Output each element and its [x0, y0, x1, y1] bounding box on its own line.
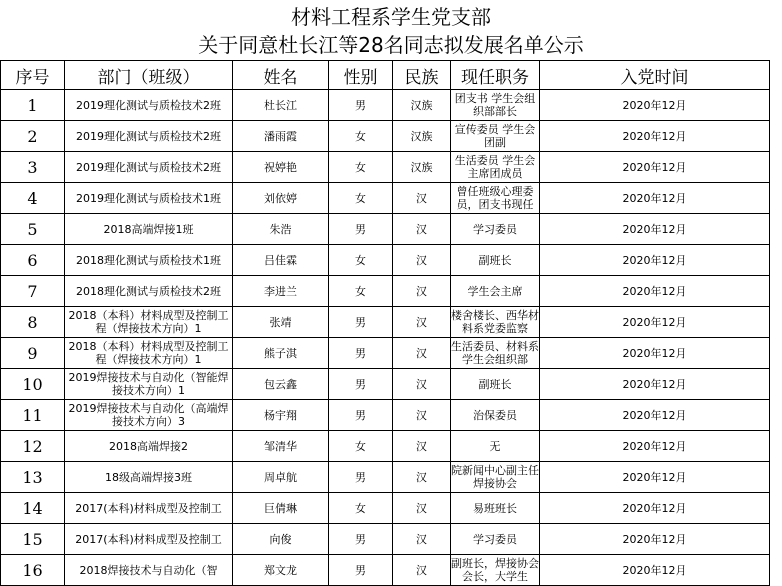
cell-sex[interactable] — [329, 493, 393, 524]
cell-dept[interactable] — [65, 183, 233, 214]
cell-position-text: 副班长 — [478, 377, 512, 391]
cell-seq-text: 12 — [22, 436, 43, 456]
cell-seq-text: 2 — [27, 126, 38, 146]
table-row — [1, 400, 770, 431]
cell-date[interactable] — [540, 121, 770, 152]
cell-position[interactable] — [451, 462, 540, 493]
cell-ethnic-text: 汉 — [416, 191, 427, 205]
cell-name[interactable] — [233, 214, 329, 245]
cell-date-text: 2020年12月 — [622, 98, 687, 112]
table-row — [1, 462, 770, 493]
table-row — [1, 276, 770, 307]
table-row — [1, 338, 770, 369]
cell-position-text: 学生会主席 — [467, 284, 523, 298]
cell-date[interactable] — [540, 214, 770, 245]
cell-name-text: 祝婷艳 — [264, 160, 297, 174]
cell-name[interactable] — [233, 431, 329, 462]
cell-ethnic-text: 汉 — [416, 532, 427, 546]
cell-ethnic[interactable] — [393, 524, 451, 555]
cell-ethnic-text: 汉族 — [410, 129, 433, 143]
cell-seq[interactable] — [1, 524, 65, 555]
cell-sex-text: 女 — [355, 501, 366, 515]
cell-sex[interactable] — [329, 183, 393, 214]
cell-seq-text: 7 — [27, 281, 38, 301]
header-dept: 部门（班级） — [65, 61, 233, 90]
cell-ethnic[interactable] — [393, 152, 451, 183]
table-row — [1, 183, 770, 214]
cell-ethnic-text: 汉 — [416, 408, 427, 422]
cell-sex[interactable] — [329, 431, 393, 462]
cell-seq[interactable] — [1, 90, 65, 121]
cell-seq[interactable] — [1, 152, 65, 183]
cell-name[interactable] — [233, 493, 329, 524]
cell-name[interactable] — [233, 400, 329, 431]
cell-position-text: 曾任班级心理委员，团支书现任 — [456, 185, 534, 211]
cell-date-text: 2020年12月 — [622, 439, 687, 453]
cell-dept[interactable] — [65, 90, 233, 121]
cell-date-text: 2020年12月 — [622, 222, 687, 236]
cell-sex[interactable] — [329, 90, 393, 121]
cell-sex[interactable] — [329, 276, 393, 307]
cell-dept-text: 2019焊接技术与自动化（智能焊接技术方向）1 — [68, 371, 229, 397]
cell-dept-text: 2018焊接技术与自动化（智 — [79, 563, 218, 577]
cell-ethnic[interactable] — [393, 369, 451, 400]
cell-date[interactable] — [540, 338, 770, 369]
sheet-title-line1: 材料工程系学生党支部 — [291, 5, 491, 29]
cell-date-text: 2020年12月 — [622, 563, 687, 577]
cell-dept-text: 2019理化测试与质检技术1班 — [76, 191, 221, 205]
cell-sex[interactable] — [329, 152, 393, 183]
cell-ethnic[interactable] — [393, 493, 451, 524]
cell-position-text: 生活委员 学生会主席团成员 — [454, 154, 536, 180]
cell-ethnic-text: 汉 — [416, 439, 427, 453]
cell-name-text: 邹清华 — [264, 439, 297, 453]
cell-name-text: 吕佳霖 — [264, 253, 297, 267]
cell-dept-text: 2018（本科）材料成型及控制工程（焊接技术方向）1 — [68, 309, 229, 335]
cell-position-text: 生活委员、材料系学生会组织部 — [451, 340, 539, 366]
cell-position[interactable] — [451, 183, 540, 214]
cell-name-text: 熊子淇 — [264, 346, 297, 360]
cell-ethnic-text: 汉 — [416, 222, 427, 236]
cell-sex[interactable] — [329, 121, 393, 152]
cell-date-text: 2020年12月 — [622, 377, 687, 391]
cell-dept[interactable] — [65, 369, 233, 400]
cell-date[interactable] — [540, 183, 770, 214]
cell-position[interactable] — [451, 152, 540, 183]
cell-date-text: 2020年12月 — [622, 284, 687, 298]
cell-date-text: 2020年12月 — [622, 191, 687, 205]
cell-dept[interactable] — [65, 338, 233, 369]
cell-dept[interactable] — [65, 431, 233, 462]
table-row — [1, 90, 770, 121]
table-row — [1, 214, 770, 245]
cell-ethnic-text: 汉 — [416, 253, 427, 267]
cell-sex-text: 女 — [355, 253, 366, 267]
cell-dept-text: 2018（本科）材料成型及控制工程（焊接技术方向）1 — [68, 340, 229, 366]
cell-date[interactable] — [540, 90, 770, 121]
cell-name-text: 向俊 — [269, 532, 292, 546]
cell-ethnic-text: 汉 — [416, 470, 427, 484]
cell-dept-text: 2018理化测试与质检技术1班 — [76, 253, 221, 267]
cell-seq-text: 8 — [27, 312, 38, 332]
cell-dept-text: 2017(本科)材料成型及控制工 — [75, 532, 222, 546]
cell-position-text: 治保委员 — [473, 408, 517, 422]
cell-date[interactable] — [540, 307, 770, 338]
cell-seq[interactable] — [1, 183, 65, 214]
cell-sex-text: 男 — [355, 222, 366, 236]
cell-name[interactable] — [233, 307, 329, 338]
cell-name-text: 潘雨霞 — [264, 129, 297, 143]
cell-date[interactable] — [540, 400, 770, 431]
table-row — [1, 121, 770, 152]
cell-seq[interactable] — [1, 245, 65, 276]
cell-sex-text: 女 — [355, 284, 366, 298]
cell-position[interactable] — [451, 276, 540, 307]
cell-name[interactable] — [233, 183, 329, 214]
cell-name[interactable] — [233, 369, 329, 400]
cell-date-text: 2020年12月 — [622, 129, 687, 143]
cell-date-text: 2020年12月 — [622, 315, 687, 329]
cell-position-text: 学习委员 — [473, 222, 517, 236]
cell-sex[interactable] — [329, 338, 393, 369]
table-row — [1, 493, 770, 524]
cell-sex-text: 女 — [355, 439, 366, 453]
cell-ethnic[interactable] — [393, 276, 451, 307]
cell-date[interactable] — [540, 431, 770, 462]
cell-sex-text: 男 — [355, 346, 366, 360]
cell-position-text: 团支书 学生会组织部部长 — [454, 92, 536, 118]
cell-position[interactable] — [451, 369, 540, 400]
table-row — [1, 431, 770, 462]
cell-seq[interactable] — [1, 400, 65, 431]
header-name: 姓名 — [233, 61, 329, 90]
table-row — [1, 152, 770, 183]
cell-date-text: 2020年12月 — [622, 160, 687, 174]
header-ethnic: 民族 — [393, 61, 451, 90]
cell-name[interactable] — [233, 245, 329, 276]
cell-date-text: 2020年12月 — [622, 532, 687, 546]
cell-seq[interactable] — [1, 493, 65, 524]
cell-dept[interactable] — [65, 555, 233, 586]
cell-date-text: 2020年12月 — [622, 346, 687, 360]
cell-ethnic[interactable] — [393, 307, 451, 338]
cell-ethnic[interactable] — [393, 183, 451, 214]
cell-dept-text: 2018理化测试与质检技术2班 — [76, 284, 221, 298]
cell-position[interactable] — [451, 214, 540, 245]
header-position: 现任职务 — [451, 61, 540, 90]
cell-sex-text: 女 — [355, 129, 366, 143]
cell-seq[interactable] — [1, 431, 65, 462]
cell-ethnic[interactable] — [393, 555, 451, 586]
cell-sex[interactable] — [329, 400, 393, 431]
cell-name-text: 周卓航 — [264, 470, 297, 484]
cell-position[interactable] — [451, 431, 540, 462]
cell-position-text: 易班班长 — [473, 501, 517, 515]
cell-seq-text: 6 — [27, 250, 38, 270]
cell-ethnic-text: 汉 — [416, 563, 427, 577]
cell-seq-text: 9 — [27, 343, 38, 363]
cell-seq[interactable] — [1, 555, 65, 586]
cell-seq-text: 13 — [22, 467, 43, 487]
cell-position[interactable] — [451, 245, 540, 276]
cell-date[interactable] — [540, 555, 770, 586]
cell-dept-text: 2019理化测试与质检技术2班 — [76, 129, 221, 143]
header-sex: 性别 — [329, 61, 393, 90]
cell-date[interactable] — [540, 245, 770, 276]
cell-ethnic-text: 汉 — [416, 315, 427, 329]
cell-name[interactable] — [233, 90, 329, 121]
cell-date-text: 2020年12月 — [622, 470, 687, 484]
cell-name-text: 杨宇翔 — [264, 408, 297, 422]
cell-ethnic-text: 汉 — [416, 377, 427, 391]
cell-name[interactable] — [233, 462, 329, 493]
cell-dept[interactable] — [65, 462, 233, 493]
cell-date-text: 2020年12月 — [622, 501, 687, 515]
cell-position[interactable] — [451, 555, 540, 586]
cell-seq[interactable] — [1, 462, 65, 493]
cell-sex-text: 男 — [355, 408, 366, 422]
cell-dept-text: 2019理化测试与质检技术2班 — [76, 160, 221, 174]
cell-sex-text: 男 — [355, 98, 366, 112]
cell-ethnic[interactable] — [393, 90, 451, 121]
cell-sex[interactable] — [329, 307, 393, 338]
cell-name[interactable] — [233, 152, 329, 183]
cell-name[interactable] — [233, 338, 329, 369]
cell-position-text: 无 — [489, 439, 501, 453]
cell-position[interactable] — [451, 524, 540, 555]
cell-position-text: 学习委员 — [473, 532, 517, 546]
cell-name-text: 郑文龙 — [264, 563, 297, 577]
cell-seq-text: 10 — [22, 374, 43, 394]
cell-seq[interactable] — [1, 369, 65, 400]
cell-sex-text: 男 — [355, 563, 366, 577]
cell-sex-text: 男 — [355, 315, 366, 329]
cell-date[interactable] — [540, 369, 770, 400]
cell-position-text: 楼舍楼长、西华材料系党委监察 — [451, 309, 539, 335]
cell-sex[interactable] — [329, 524, 393, 555]
cell-position[interactable] — [451, 121, 540, 152]
cell-position-text: 宣传委员 学生会团副 — [454, 123, 536, 149]
cell-sex-text: 女 — [355, 160, 366, 174]
cell-ethnic[interactable] — [393, 431, 451, 462]
cell-name-text: 包云鑫 — [264, 377, 297, 391]
cell-dept[interactable] — [65, 121, 233, 152]
cell-seq-text: 3 — [27, 157, 38, 177]
cell-ethnic[interactable] — [393, 121, 451, 152]
cell-sex[interactable] — [329, 245, 393, 276]
cell-ethnic-text: 汉 — [416, 346, 427, 360]
cell-dept[interactable] — [65, 276, 233, 307]
cell-dept[interactable] — [65, 493, 233, 524]
cell-name-text: 刘依婷 — [264, 191, 297, 205]
cell-sex[interactable] — [329, 369, 393, 400]
cell-dept-text: 2019理化测试与质检技术2班 — [76, 98, 221, 112]
cell-name-text: 杜长江 — [264, 98, 297, 112]
cell-sex-text: 男 — [355, 532, 366, 546]
cell-date[interactable] — [540, 152, 770, 183]
cell-seq[interactable] — [1, 338, 65, 369]
cell-name-text: 李进兰 — [264, 284, 297, 298]
cell-ethnic[interactable] — [393, 245, 451, 276]
cell-position[interactable] — [451, 90, 540, 121]
table-row — [1, 307, 770, 338]
cell-seq-text: 11 — [22, 405, 43, 425]
candidate-table — [0, 60, 770, 586]
cell-date[interactable] — [540, 493, 770, 524]
cell-sex-text: 男 — [355, 470, 366, 484]
cell-ethnic[interactable] — [393, 400, 451, 431]
cell-sex-text: 男 — [355, 377, 366, 391]
cell-seq[interactable] — [1, 276, 65, 307]
cell-dept[interactable] — [65, 245, 233, 276]
cell-date-text: 2020年12月 — [622, 408, 687, 422]
cell-position-text: 院新闻中心副主任 焊接协会 — [451, 464, 539, 490]
cell-position[interactable] — [451, 307, 540, 338]
cell-seq-text: 5 — [27, 219, 38, 239]
cell-date[interactable] — [540, 276, 770, 307]
cell-ethnic-text: 汉族 — [410, 98, 433, 112]
cell-position[interactable] — [451, 400, 540, 431]
cell-dept-text: 18级高端焊接3班 — [105, 470, 192, 484]
cell-dept[interactable] — [65, 400, 233, 431]
cell-name[interactable] — [233, 121, 329, 152]
cell-position[interactable] — [451, 493, 540, 524]
cell-name-text: 朱浩 — [269, 222, 292, 236]
cell-dept[interactable] — [65, 307, 233, 338]
cell-seq-text: 4 — [27, 188, 38, 208]
cell-seq[interactable] — [1, 121, 65, 152]
header-date: 入党时间 — [540, 61, 770, 90]
header-seq: 序号 — [1, 61, 65, 90]
cell-seq[interactable] — [1, 307, 65, 338]
sheet-title-line2: 关于同意杜长江等28名同志拟发展名单公示 — [198, 33, 584, 57]
cell-dept[interactable] — [65, 524, 233, 555]
cell-dept[interactable] — [65, 152, 233, 183]
cell-date-text: 2020年12月 — [622, 253, 687, 267]
table-row — [1, 555, 770, 586]
cell-name-text: 巨倩琳 — [264, 501, 297, 515]
cell-seq-text: 15 — [22, 529, 43, 549]
cell-name[interactable] — [233, 555, 329, 586]
cell-position[interactable] — [451, 338, 540, 369]
cell-date[interactable] — [540, 462, 770, 493]
cell-sex[interactable] — [329, 462, 393, 493]
cell-seq-text: 1 — [27, 95, 38, 115]
cell-ethnic-text: 汉 — [416, 284, 427, 298]
header-row — [1, 61, 770, 90]
table-row — [1, 245, 770, 276]
cell-date[interactable] — [540, 524, 770, 555]
cell-seq-text: 16 — [22, 560, 43, 580]
table-row — [1, 369, 770, 400]
cell-ethnic[interactable] — [393, 462, 451, 493]
table-row — [1, 524, 770, 555]
cell-sex-text: 女 — [355, 191, 366, 205]
cell-sex[interactable] — [329, 214, 393, 245]
cell-dept[interactable] — [65, 214, 233, 245]
cell-name[interactable] — [233, 524, 329, 555]
cell-name[interactable] — [233, 276, 329, 307]
cell-seq-text: 14 — [22, 498, 43, 518]
cell-dept-text: 2018高端焊接2 — [109, 439, 188, 453]
cell-dept-text: 2018高端焊接1班 — [103, 222, 194, 236]
cell-ethnic-text: 汉族 — [410, 160, 433, 174]
cell-dept-text: 2019焊接技术与自动化（高端焊接技术方向）3 — [68, 402, 229, 428]
cell-ethnic[interactable] — [393, 214, 451, 245]
cell-ethnic[interactable] — [393, 338, 451, 369]
cell-dept-text: 2017(本科)材料成型及控制工 — [75, 501, 222, 515]
cell-position-text: 副班长，焊接协会会长，大学生 — [451, 557, 539, 583]
cell-position-text: 副班长 — [478, 253, 512, 267]
cell-name-text: 张靖 — [269, 315, 292, 329]
cell-sex[interactable] — [329, 555, 393, 586]
cell-ethnic-text: 汉 — [416, 501, 427, 515]
cell-seq[interactable] — [1, 214, 65, 245]
